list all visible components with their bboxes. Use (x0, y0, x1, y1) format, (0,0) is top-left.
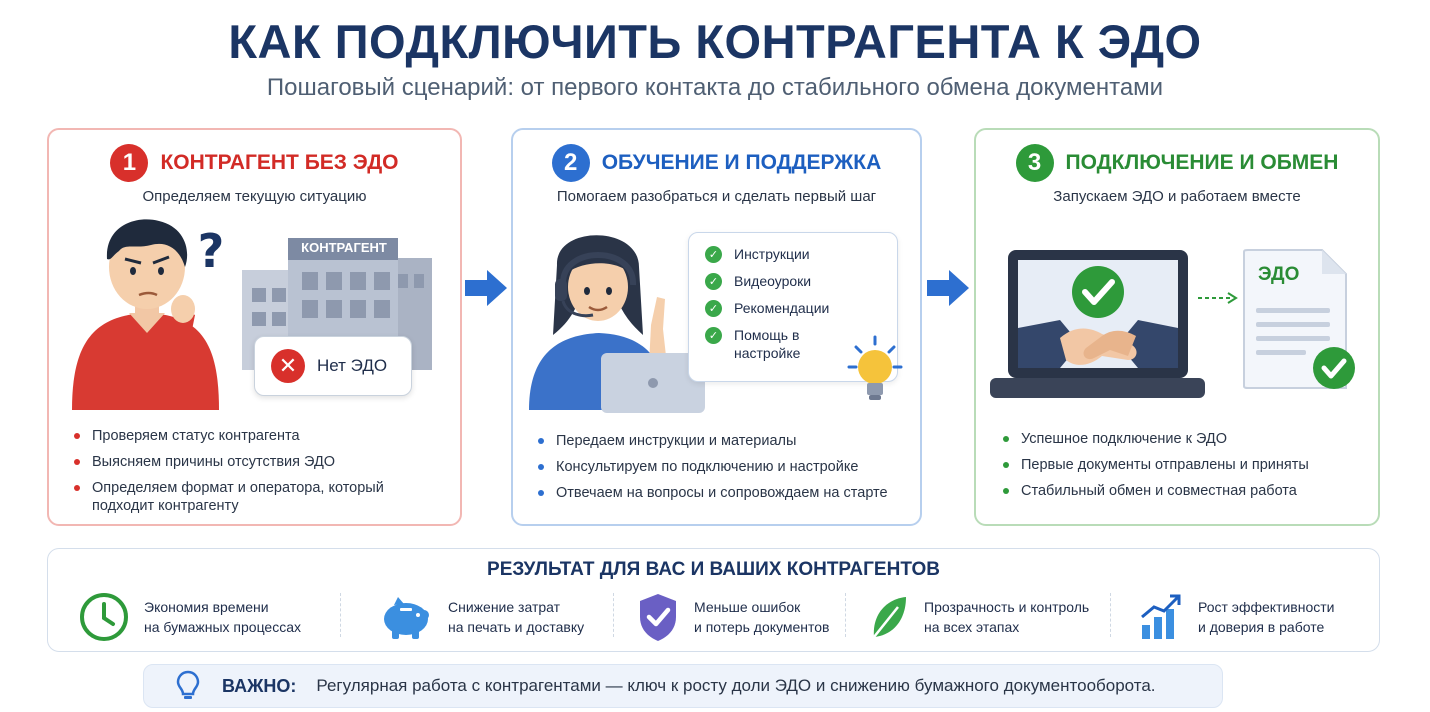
step-header (49, 144, 460, 182)
benefit-line: Рост эффективности (1198, 599, 1335, 615)
divider (1110, 593, 1111, 637)
benefit-line: на всех этапах (924, 619, 1020, 635)
lightbulb-icon (176, 670, 200, 702)
close-icon: ✕ (271, 349, 305, 383)
arrow-right-icon (463, 268, 509, 308)
list-item: Отвечаем на вопросы и сопровождаем на старте (538, 484, 918, 502)
step-subtitle: Запускаем ЭДО и работаем вместе (1053, 188, 1301, 205)
question-mark-icon (191, 225, 231, 275)
lightbulb-icon (843, 335, 907, 409)
benefit-line: Прозрачность и контроль (924, 599, 1090, 615)
step-title: ОБУЧЕНИЕ И ПОДДЕРЖКА (601, 151, 882, 174)
benefit-item (1138, 591, 1334, 643)
list-item: Консультируем по подключению и настройке (538, 458, 918, 476)
page-title: КАК ПОДКЛЮЧИТЬ КОНТРАГЕНТА К ЭДО (228, 15, 1202, 68)
dashed-arrow-icon (1196, 290, 1240, 306)
clock-icon (78, 591, 130, 643)
checklist-label: Инструкции (734, 246, 810, 262)
step-number-badge: 3 (1016, 144, 1054, 182)
result-panel (47, 548, 1380, 652)
step-card-1 (47, 128, 462, 526)
result-title: РЕЗУЛЬТАТ ДЛЯ ВАС И ВАШИХ КОНТРАГЕНТОВ (487, 559, 940, 580)
step-bullet-list (1003, 430, 1373, 508)
benefit-line: на печать и доставку (448, 619, 585, 635)
support-agent-icon (527, 225, 707, 415)
document-label: ЭДО (1258, 264, 1300, 285)
step-subtitle: Определяем текущую ситуацию (142, 188, 367, 205)
check-icon: ✓ (705, 273, 722, 290)
benefit-item (378, 591, 584, 643)
page-subtitle: Пошаговый сценарий: от первого контакта до стабильного обмена документами (266, 74, 1164, 101)
checklist-item (705, 272, 897, 290)
leaf-icon (868, 591, 910, 643)
check-icon: ✓ (705, 300, 722, 317)
benefit-line: и потерь документов (694, 619, 830, 635)
check-icon: ✓ (705, 327, 722, 344)
important-note (143, 664, 1223, 708)
benefit-text (448, 597, 584, 637)
list-item: Проверяем статус контрагента (74, 427, 444, 445)
list-item: Успешное подключение к ЭДО (1003, 430, 1373, 448)
svg-text:?: ? (197, 225, 225, 275)
list-item: Выясняем причины отсутствия ЭДО (74, 453, 444, 471)
benefit-line: на бумажных процессах (144, 619, 302, 635)
checklist-item (705, 245, 897, 263)
step-number-badge: 2 (552, 144, 590, 182)
step-subtitle: Помогаем разобраться и сделать первый шаг (556, 188, 877, 205)
list-item: Стабильный обмен и совместная работа (1003, 482, 1373, 500)
benefit-item (636, 591, 829, 643)
step-bullet-list (538, 432, 918, 510)
divider (340, 593, 341, 637)
benefit-line: Снижение затрат (448, 599, 561, 615)
growth-chart-icon (1138, 591, 1184, 643)
checklist-label: Помощь в настройке (734, 327, 801, 361)
step-title: ПОДКЛЮЧЕНИЕ И ОБМЕН (1065, 151, 1339, 174)
divider (845, 593, 846, 637)
building-label: КОНТРАГЕНТ (301, 240, 387, 255)
benefit-item (78, 591, 301, 643)
benefit-line: Меньше ошибок (694, 599, 801, 615)
important-label: ВАЖНО: (222, 675, 297, 696)
list-item: Первые документы отправлены и приняты (1003, 456, 1373, 474)
step-bullet-list (74, 427, 444, 523)
benefit-text (924, 597, 1089, 637)
no-edo-status (254, 336, 412, 396)
laptop-handshake-icon (990, 248, 1205, 406)
benefit-text (694, 597, 829, 637)
important-text: Регулярная работа с контрагентами — ключ к росту доли ЭДО и снижению бумажного документооборота. (316, 676, 1156, 695)
step-card-3 (974, 128, 1380, 526)
check-icon: ✓ (705, 246, 722, 263)
checklist-label: Видеоуроки (734, 273, 812, 289)
shield-check-icon (636, 591, 680, 643)
step-title: КОНТРАГЕНТ БЕЗ ЭДО (160, 151, 399, 174)
benefit-line: и доверия в работе (1198, 619, 1325, 635)
benefit-item (868, 591, 1089, 643)
list-item: Определяем формат и оператора, который подходит контрагенту (74, 479, 444, 515)
piggy-bank-icon (378, 591, 434, 643)
benefit-text (1198, 597, 1334, 637)
arrow-right-icon (925, 268, 971, 308)
status-label: Нет ЭДО (317, 356, 388, 375)
step-card-2 (511, 128, 922, 526)
checklist-label: Рекомендации (734, 300, 830, 316)
checklist-item (705, 299, 897, 317)
step-number-badge: 1 (110, 144, 148, 182)
benefit-line: Экономия времени (144, 599, 269, 615)
step-header (976, 144, 1378, 182)
list-item: Передаем инструкции и материалы (538, 432, 918, 450)
divider (613, 593, 614, 637)
benefit-text (144, 597, 301, 637)
step-header (513, 144, 920, 182)
